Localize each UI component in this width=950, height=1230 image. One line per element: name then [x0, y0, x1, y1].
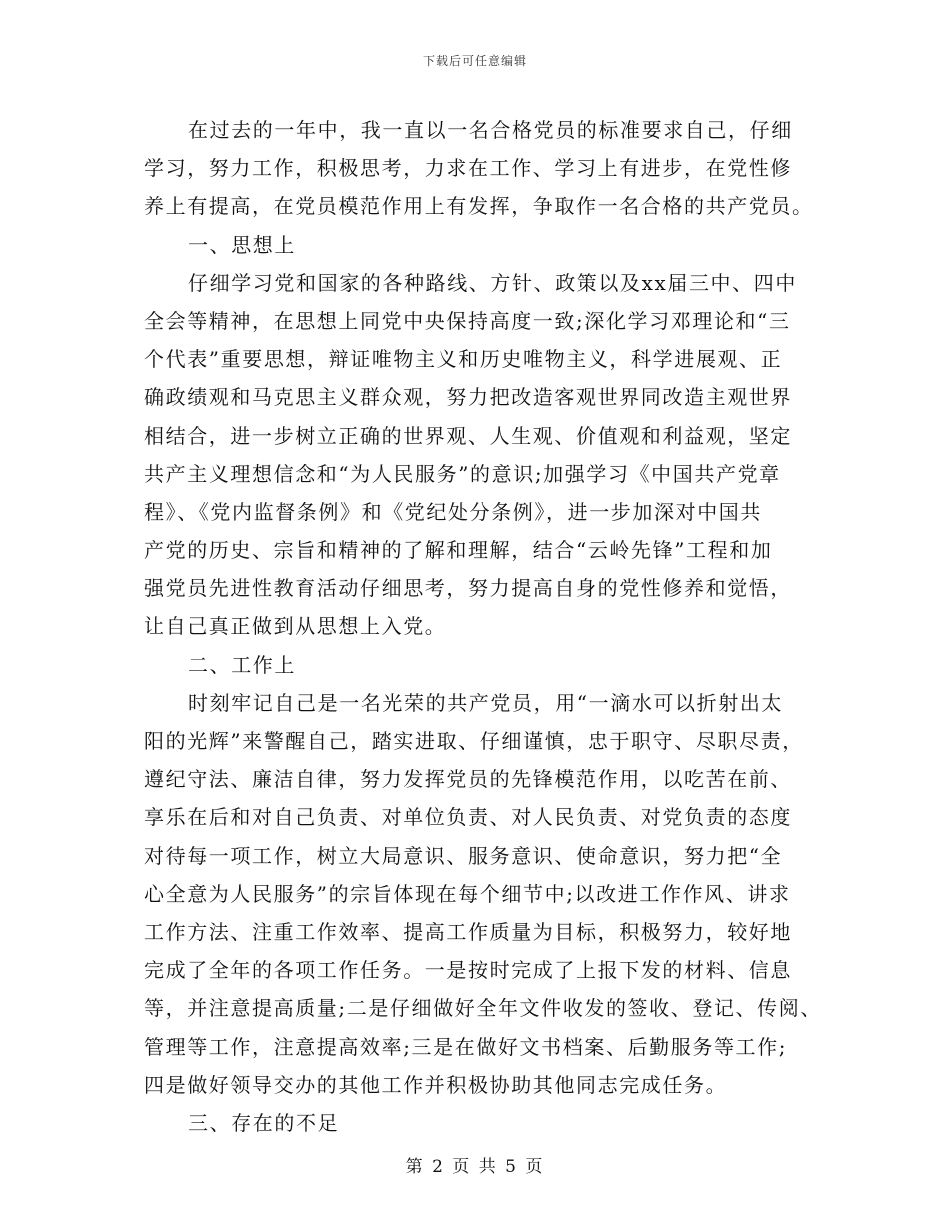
section-heading: 一、思想上	[188, 232, 296, 257]
text-line: 学习，努力工作，积极思考，力求在工作、学习上有进步，在党性修	[144, 156, 792, 181]
text-line: 养上有提高，在党员模范作用上有发挥，争取作一名合格的共产党员。	[144, 194, 814, 219]
text-line: 相结合，进一步树立正确的世界观、人生观、价值观和利益观，坚定	[144, 423, 792, 448]
text-line: 在过去的一年中，我一直以一名合格党员的标准要求自己，仔细	[188, 118, 793, 142]
text-line: 遵纪守法、廉洁自律，努力发挥党员的先锋模范作用，以吃苦在前、	[144, 767, 792, 792]
text-line: 强党员先进性教育活动仔细思考，努力提高自身的党性修养和觉悟，	[144, 576, 792, 601]
text-line: 产党的历史、宗旨和精神的了解和理解，结合“云岭先锋”工程和加	[144, 538, 773, 563]
text-line: 个代表”重要思想，辩证唯物主义和历史唯物主义，科学进展观、正	[144, 347, 783, 372]
page-header: 下载后可任意编辑	[422, 54, 527, 68]
text-line: 全会等精神，在思想上同党中央保持高度一致;深化学习邓理论和“三	[144, 308, 791, 333]
text-line: 时刻牢记自己是一名光荣的共产党员，用“一滴水可以折射出太	[188, 690, 784, 715]
text-line: 享乐在后和对自己负责、对单位负责、对人民负责、对党负责的态度	[144, 805, 792, 830]
text-line: 完成了全年的各项工作任务。一是按时完成了上报下发的材料、信息	[144, 958, 792, 983]
text-line: 等，并注意提高质量;二是仔细做好全年文件收发的签收、登记、传阅、	[144, 996, 822, 1021]
text-line: 心全意为人民服务”的宗旨体现在每个细节中;以改进工作作风、讲求	[144, 881, 791, 906]
section-heading: 三、存在的不足	[188, 1110, 340, 1135]
text-line: 仔细学习党和国家的各种路线、方针、政策以及xx届三中、四中	[188, 270, 797, 295]
text-line: 让自己真正做到从思想上入党。	[144, 614, 447, 639]
section-heading: 二、工作上	[188, 652, 296, 677]
text-line: 对待每一项工作，树立大局意识、服务意识、使命意识，努力把“全	[144, 843, 783, 868]
text-line: 阳的光辉”来警醒自己，踏实进取、仔细谨慎，忠于职守、尽职尽责，	[144, 729, 804, 753]
text-line: 四是做好领导交办的其他工作并积极协助其他同志完成任务。	[144, 1072, 728, 1097]
text-line: 确政绩观和马克思主义群众观，努力把改造客观世界同改造主观世界	[144, 385, 792, 410]
document-body	[144, 111, 824, 1142]
page-footer: 第 2 页 共 5 页	[405, 1157, 545, 1177]
text-line: 程》、《党内监督条例》和《党纪处分条例》，进一步加深对中国共	[144, 499, 762, 524]
text-line: 工作方法、注重工作效率、提高工作质量为目标，积极努力，较好地	[144, 919, 792, 944]
text-line: 管理等工作，注意提高效率;三是在做好文书档案、后勤服务等工作;	[144, 1034, 788, 1059]
text-line: 共产主义理想信念和“为人民服务”的意识;加强学习《中国共产党章	[144, 461, 781, 486]
